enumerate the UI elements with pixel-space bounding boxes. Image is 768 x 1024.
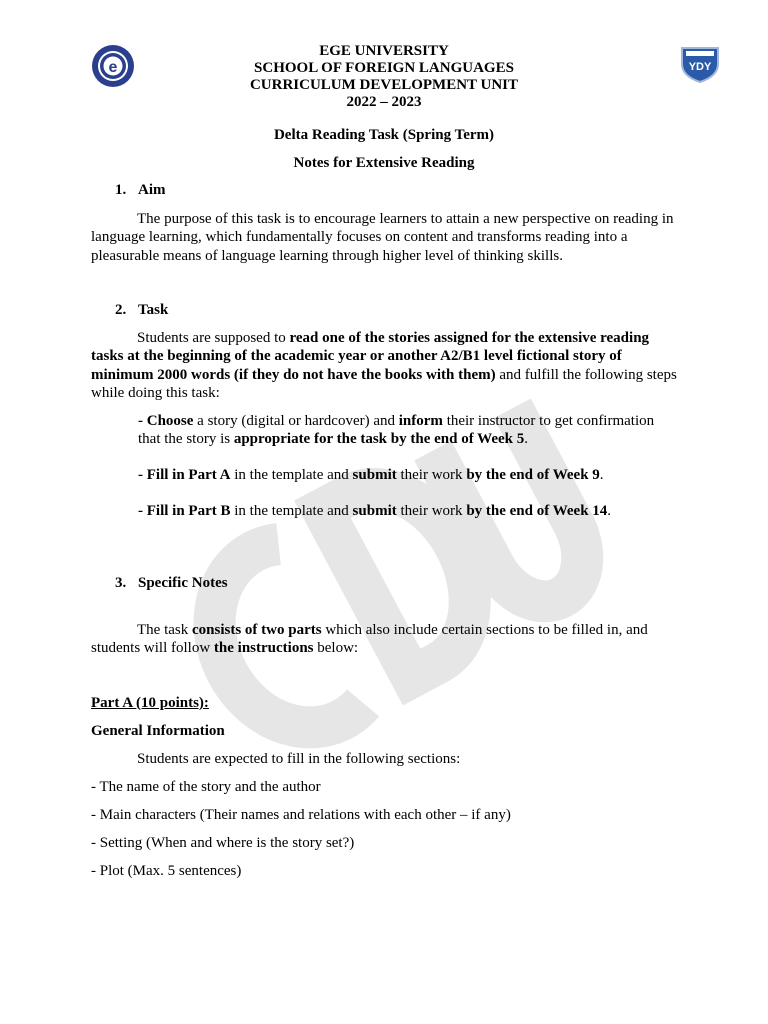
section-2-number: 2. — [115, 302, 127, 318]
section-3-heading: Specific Notes — [138, 575, 228, 591]
ege-university-logo — [89, 44, 137, 88]
part-a-item: - Main characters (Their names and relations with each other – if any) — [91, 807, 511, 823]
document-subtitle: Notes for Extensive Reading — [293, 155, 475, 171]
section-1-heading: Aim — [138, 182, 166, 198]
section-1-body: The purpose of this task is to encourage learners to attain a new perspective on reading in language learning, which fundamentally focuses on content and transforms reading into a pleasurable means of language learning through higher level of thinking skills. — [91, 211, 674, 264]
section-2-heading: Task — [138, 302, 169, 318]
part-a-item: - Plot (Max. 5 sentences) — [91, 863, 242, 879]
section-3-body: The task consists of two parts which also include certain sections to be filled in, and students will follow the instructions below: — [91, 622, 648, 657]
svg-text:e: e — [108, 59, 118, 76]
header-university: EGE UNIVERSITY — [319, 43, 449, 59]
task-step-choose: - Choose a story (digital or hardcover) and inform their instructor to get confirmation that the story is appropriate for the task by the end of Week 5. — [138, 413, 655, 447]
part-a-heading: Part A (10 points): — [91, 695, 209, 711]
section-1-number: 1. — [115, 182, 127, 198]
task-step-part-b: - Fill in Part B in the template and submit their work by the end of Week 14. — [138, 503, 612, 519]
document-title: Delta Reading Task (Spring Term) — [273, 127, 495, 143]
header-unit: CURRICULUM DEVELOPMENT UNIT — [249, 77, 519, 93]
part-a-item: - Setting (When and where is the story set?) — [91, 835, 355, 851]
part-a-subheading: General Information — [91, 723, 225, 739]
task-step-part-a: - Fill in Part A in the template and submit their work by the end of Week 9. — [138, 467, 604, 483]
header-school: SCHOOL OF FOREIGN LANGUAGES — [254, 60, 514, 76]
part-a-item: - The name of the story and the author — [91, 779, 321, 795]
header-year: 2022 – 2023 — [346, 94, 422, 110]
part-a-intro: Students are expected to fill in the following sections: — [137, 751, 461, 767]
svg-text:YDY: YDY — [688, 61, 712, 73]
section-3-number: 3. — [115, 575, 127, 591]
section-2-body: Students are supposed to read one of the stories assigned for the extensive reading tasks at the beginning of the academic year or another A2/B1 level fictional story of minimum 2000 words (if they do not have the books with them) and fulfill the following steps while doing this task: — [91, 330, 677, 401]
ydy-logo — [678, 42, 722, 84]
